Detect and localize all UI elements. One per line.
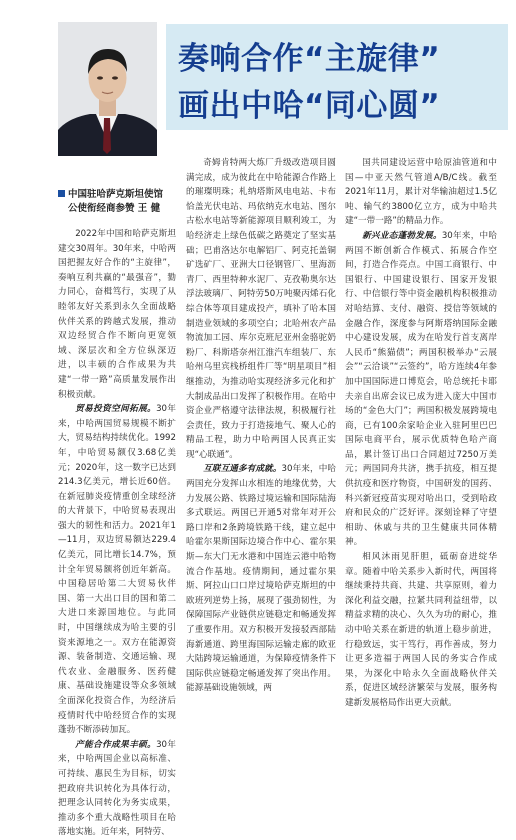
paragraph-text: 国共同建设运营中哈原油管道和中国—中亚天然气管道A/B/C线。截至2021年11月，累计对华输油超过1.5亿吨、输气约3800亿立方，成为中哈共建“一带一路”的精品力作。 [345, 158, 497, 227]
headline-line-1: 奏响合作“主旋律” [178, 41, 441, 77]
author-title: 公使衔经商参赞 王 健 [68, 203, 161, 214]
article-paragraph [58, 227, 176, 402]
article-paragraph [345, 156, 497, 229]
author-caption [58, 188, 178, 216]
article-column-1 [58, 227, 176, 838]
bullet-square-icon [58, 190, 65, 197]
author-organization: 中国驻哈萨克斯坦使馆 [68, 189, 164, 200]
headline-line-2: 画出中哈“同心圆” [178, 88, 441, 124]
article-paragraph [345, 550, 497, 711]
paragraph-text: 30年来，中哈两国企业以高标准、可持续、惠民生为目标，切实把政府共识转化为具体行动，把理念认同转化为务实成果，推动多个重大战略性项目在哈落地实施。近年来，阿特劳、 [58, 739, 176, 838]
paragraph-text: 奇姆肯特两大炼厂升级改造项目圆满完成，成为彼此在中哈能源合作路上的璀璨明珠；札纳塔斯风电电站、卡布恰盖光伏电站、玛依纳克水电站、图尔古松水电站等新能源项目顺利竣工，为哈经济走上绿色低碳之路奠定了坚实基础；巴甫洛达尔电解铝厂、阿克托盖铜矿选矿厂、亚洲大口径钢管厂、里海沥青厂、西里特种水泥厂、克孜勒奥尔达浮法玻璃厂、阿特劳50万吨聚丙烯石化综合体等项目建成投产，填补了哈本国制造业领域的多项空白；北哈州农产品物流加工园、库尔克班尼亚州金骆驼奶粉厂、科斯塔奈州江淮汽车组装厂、东哈州乌里宾栈桥组件厂等“明星项目”相继推动，为推动哈实现经济多元化和扩大制成品出口发挥了积极作用。在哈中资企业严格遵守法律法规，积极履行社会责任，致力于打造接地气、聚人心的精品工程，助力中哈两国人民真正实现“心联通”。 [186, 158, 336, 460]
paragraph-text: 30年来，中哈两国贸易规模不断扩大，贸易结构持续优化。1992年，中哈贸易额仅3.68亿美元；2020年，这一数字已达到214.3亿美元，增长近60倍。在新冠肺炎疫情重创全球经济的大背景下，中哈贸易表现出强大的韧性和活力。2021年1—11月，双边贸易额达229.4亿美元，同比增长14.7%，预计全年贸易额将创近年新高。中国稳居哈第二大贸易伙伴国、第一大出口目的国和第二大进口来源国地位。与此同时，中国继续成为哈主要的引资来源地之一。双方在能源资源、装备制造、交通运输、现代农业、金融服务、医药健康、基础设施建设等众多领域全面深化投资合作，为经济后疫情时代中哈经贸合作的实现蓬勃不断添砖加瓦。 [58, 404, 176, 736]
headline [178, 36, 502, 130]
article-column-3 [345, 156, 497, 728]
paragraph-text: 2022年中国和哈萨克斯坦建交30周年。30年来，中哈两国把握友好合作的“主旋律”，奏响互利共赢的“最强音”，勠力同心，奋楫笃行，实现了从睦邻友好关系到永久全面战略伙伴关系的跨越式发展，推动双边经贸合作不断向更宽领域、深层次和全方位纵深迈进，以丰硕的合作成果为共建“一带一路”高质量发展作出积极贡献。 [58, 229, 176, 400]
article-paragraph [186, 156, 336, 462]
article-column-2 [186, 156, 336, 728]
paragraph-text: 30年来，中哈两国不断创新合作模式、拓展合作空间，打造合作亮点。中国工商银行、中国银行、中国建设银行、国家开发银行、中信银行等中资金融机构积极推动对哈结算、支付、融资、授信等领域的金融合作，深度参与阿斯塔纳国际金融中心建设发展，成为在哈发行首支离岸人民币“熊猫债”；两国积极举办“云展会”“云洽谈”“云签约”，哈方连续4年参加中国国际进口博览会，哈总统托卡耶夫亲自出席会议已成为进入庞大中国市场的“金色大门”；两国积极发展跨境电商，已有100余家哈企业入驻阿里巴巴国际电商平台，展示优质特色哈产商品，累计签订出口合同超过7250万美元；两国同舟共济，携手抗疫，相互提供抗疫和医疗物资，中国研发的国药、科兴新冠疫苗实现对哈出口，受到哈政府和民众的广泛好评。深刻诠释了守望相助、休戚与共的卫生健康共同体精神。 [345, 230, 497, 548]
section-subheading: 贸易投资空间拓展。 [75, 404, 157, 415]
article-paragraph [345, 229, 497, 550]
article-paragraph [58, 402, 176, 738]
article-paragraph [58, 738, 176, 840]
section-subheading: 产能合作成果丰硕。 [75, 739, 157, 750]
paragraph-text: 30年来，中哈两国充分发挥山水相连的地缘优势，大力发展公路、铁路过境运输和国际陆海多式联运。两国已开通5对常年对开公路口岸和2条跨境铁路干线，建立起中哈霍尔果斯国际边境合作中心、霍尔果斯—东大门无水港和中国连云港中哈物流合作基地。疫情期间，通过霍尔果斯、阿拉山口口岸过境哈萨克斯坦的中欧班列逆势上扬，展现了强劲韧性，为保障国际产业链供应链稳定和畅通发挥了重要作用。双方积极开发接驳西部陆海新通道、跨里海国际运输走廊的欧亚大陆跨境运输通道，为保障疫情条件下国际供应链稳定畅通发挥了突出作用。能源基础设施领域，两 [186, 464, 336, 694]
section-subheading: 互联互通多有成就。 [203, 464, 282, 475]
paragraph-text: 相风沐雨见肝胆，砥砺奋进绽华章。随着中哈关系步入新时代，两国将继续秉持共商、共建、共享原则，着力深化利益交融，拉紧共同利益纽带，以精益求精的决心、久久为功的耐心，推动中哈关系在新进的轨道上稳步前进，行稳致远，实干笃行，再作善成，努力让更多造福于两国人民的务实合作成果，为深化中哈永久全面战略伙伴关系，促进区域经济繁荣与发展，服务构建新发展格局作出更大贡献。 [345, 552, 497, 708]
article-paragraph [186, 462, 336, 696]
section-subheading: 新兴业态蓬勃发展。 [362, 230, 442, 241]
portrait-photo [58, 22, 157, 156]
